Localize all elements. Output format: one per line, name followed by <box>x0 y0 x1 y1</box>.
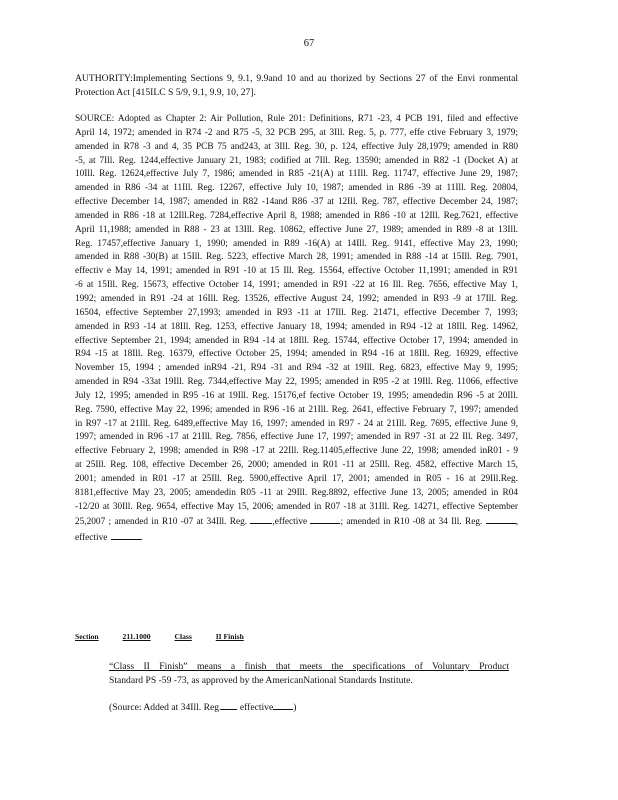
source-note-suffix: ) <box>293 702 297 713</box>
source-paragraph <box>75 113 518 546</box>
blank-line <box>486 514 516 524</box>
section-number: 211.1000 <box>122 632 151 641</box>
source-note <box>109 700 518 715</box>
blank-line <box>310 514 340 524</box>
source-history-text: SOURCE: Adopted as Chapter 2: Air Pollution, Rule 201: Definitions, R71 -23, 4 PCB 191, filed and effective April 14, 1972; amended in R74 -2 and R75 -5, 32 PCB 295, at 3Ill. Reg. 5, p. 777, effe ctive February 3, 1979; amended in R78 -3 and 4, 35 PCB 75 and243, at 3Ill. Reg. 30, p. 124, effective July 28,1979; amended in R80 -5, at 7Ill. Reg. 1244,effective January 21, 1983; codified at 7Ill. Reg. 13590; amended in R82 -1 (Docket A) at 10Ill. Reg. 12624,effective July 7, 1986; amended in R85 -21(A) at 11Ill. Reg. 11747, effective June 29, 1987; amended in R86 -34 at 11Ill. Reg. 12267, effective July 10, 1987; amended in R86 -39 at 11Ill. Reg. 20804, effective December 14, 1987; amended in R82 -14and R86 -37 at 12Ill. Reg. 787, effective December 24, 1987; amended in R86 -18 at 12Ill.Reg. 7284,effective April 8, 1988; amended in R86 -10 at 12Ill. Reg.7621, effective April 11,1988; amended in R88 - 23 at 13Ill. Reg. 10862, effective June 27, 1989; amended in R89 -8 at 13Ill. Reg. 17457,effective January 1, 1990; amended in R89 -16(A) at 14Ill. Reg. 9141, effective May 23, 1990; amended in R88 -30(B) at 15Ill. Reg. 5223, effective March 28, 1991; amended in R88 -14 at 15Ill. Reg. 7901, effectiv e May 14, 1991; amended in R91 -10 at 15 Ill. Reg. 15564, effective October 11,1991; amended in R91 -6 at 15Ill. Reg. 15673, effective October 14, 1991; amended in R91 -22 at 16 Ill. Reg. 7656, effective May 1, 1992; amended in R91 -24 at 16Ill. Reg. 13526, effective August 24, 1992; amended in R93 -9 at 17Ill. Reg. 16504, effective September 27,1993; amended in R93 -11 at 17Ill. Reg. 21471, effective December 7, 1993; amended in R93 -14 at 18Ill. Reg. 1253, effective January 18, 1994; amended in R94 -12 at 18Ill. Reg. 14962, effective September 21, 1994; amended in R94 -14 at 18Ill. Reg. 15744, effective October 17, 1994; amended in R94 -15 at 18Ill. Reg. 16379, effective October 25, 1994; amended in R94 -16 at 18Ill. Reg. 16929, effective November 15, 1994 ; amended inR94 -21, R94 -31 and R94 -32 at 19Ill. Reg. 6823, effective May 9, 1995; amended in R94 -33at 19Ill. Reg. 7344,effective May 22, 1995; amended in R95 -2 at 19Ill. Reg. 11066, effective July 12, 1995; amended in R95 -16 at 19Ill. Reg. 15176,ef fective October 19, 1995; amendedin R96 -5 at 20Ill. Reg. 7590, effective May 22, 1996; amended in R96 -16 at 21Ill. Reg. 2641, effective February 7, 1997; amended in R97 -17 at 21Ill. Reg. 6489,effective May 16, 1997; amended in R97 - 24 at 21Ill. Reg. 7695, effective June 9, 1997; amended in R96 -17 at 21Ill. Reg. 7856, effective June 17, 1997; amended in R97 -31 at 22 Ill. Reg. 3497, effective February 2, 1998; amended in R98 -17 at 22Ill. Reg.11405,effective June 22, 1998; amended inR01 - 9 at 25Ill. Reg. 108, effective December 26, 2000; amended in R01 -11 at 25Ill. Reg. 4582, effective March 15, 2001; amended in R01 -17 at 25Ill. Reg. 5900,effective April 17, 2001; amended in R05 - 16 at 29Ill.Reg. 8181,effective May 23, 2005; amendedin R05 -11 at 29Ill. Reg.8892, effective June 13, 2005; amended in R04 -12/20 at 30Ill. Reg. 9654, effective May 15, 2006; amended in R07 -18 at 31Ill. Reg. 14271, effective September 25,2007 ; amended in R10 -07 at 34Ill. Reg. <box>75 114 518 528</box>
blank-line <box>111 530 141 540</box>
blank-line <box>250 514 272 524</box>
authority-paragraph: AUTHORITY:Implementing Sections 9, 9.1, 9.9and 10 and au thorized by Sections 27 of the Envi ronmental Protection Act [415ILC S 5/9, 9.1, 9.9, 10, 27]. <box>75 73 518 98</box>
blank-line <box>273 700 293 710</box>
section-title-part1: Class <box>174 632 192 641</box>
blank-line <box>221 700 237 710</box>
section-title-part2: II Finish <box>215 632 244 641</box>
source-note-prefix: (Source: Added at 34Ill. Reg. <box>109 702 222 713</box>
source-tail-effective: ,effective <box>272 517 308 528</box>
definition-line-2: Standard PS -59 -73, as approved by the AmericanNational Standards Institute. <box>109 675 413 686</box>
section-label: Section <box>75 632 99 641</box>
source-final-end: . <box>140 533 144 544</box>
definition-paragraph <box>109 660 509 688</box>
source-tail-semicolon: ; <box>340 517 344 528</box>
section-heading <box>75 632 518 641</box>
definition-line-1: “Class II Finish” means a finish that meets the specifications of Voluntary Product <box>109 661 509 672</box>
source-final-line: amended in R10 -08 at 34 Ill. Reg. <box>346 517 483 528</box>
source-note-middle: effective <box>239 702 274 713</box>
page-number: 67 <box>303 38 315 49</box>
source-final-mid: , effective <box>75 517 519 544</box>
